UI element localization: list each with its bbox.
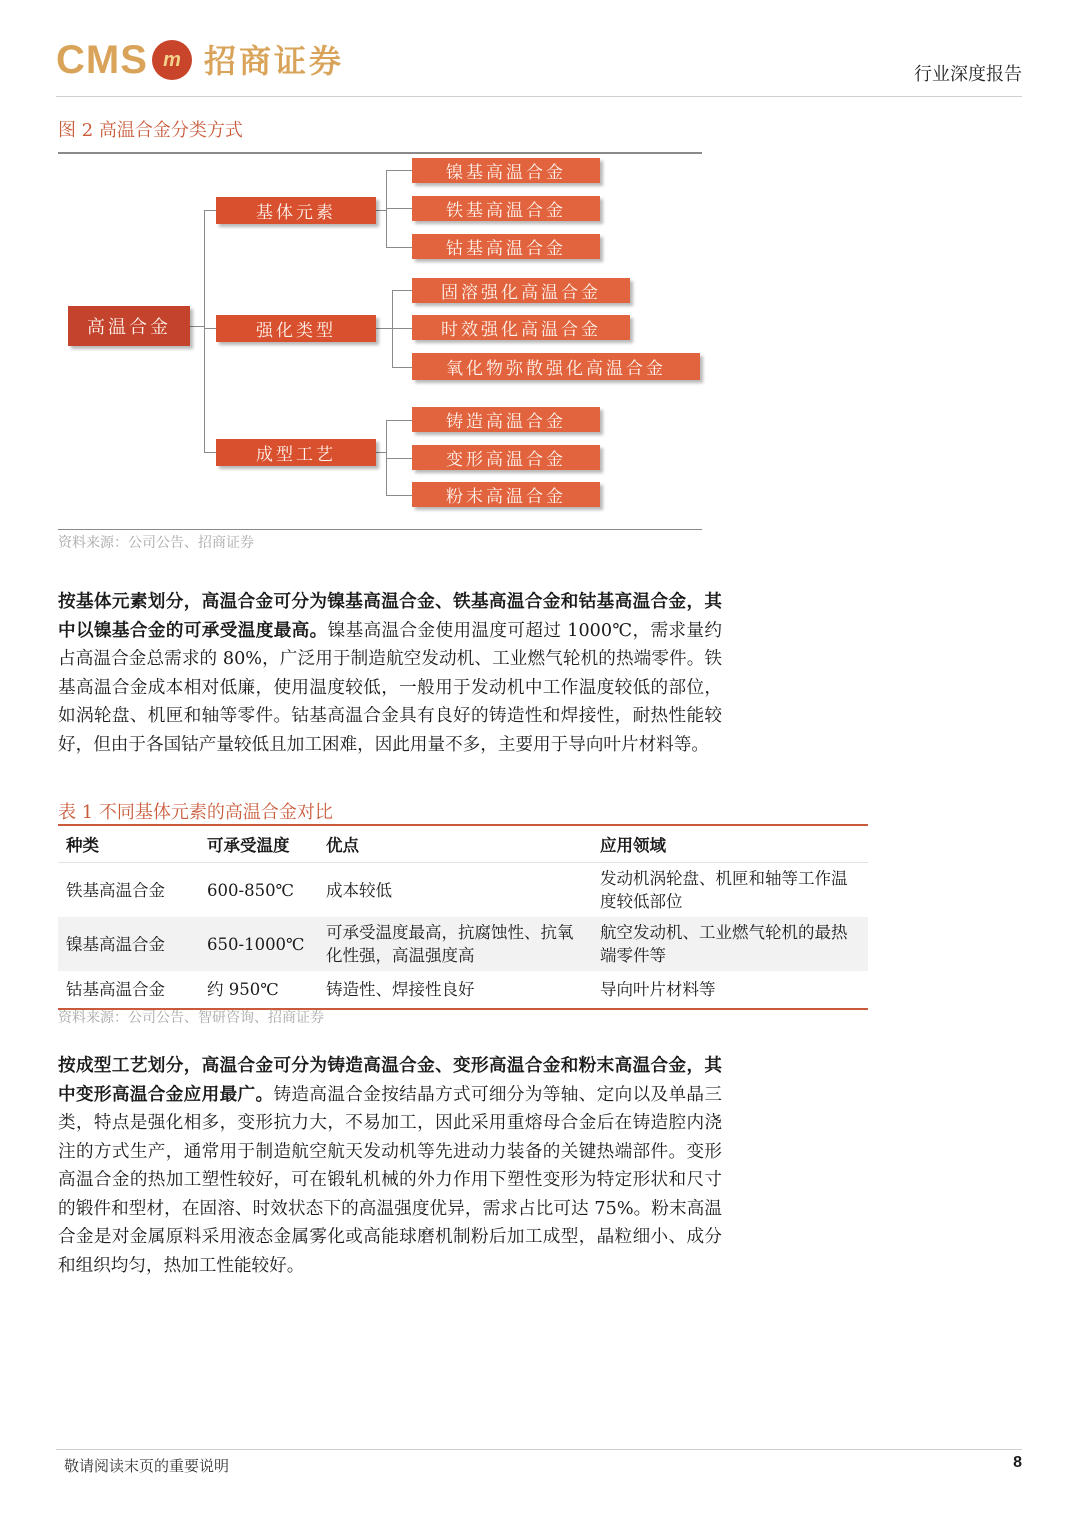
classification-tree-diagram [58, 154, 702, 526]
table-header: 应用领域 [592, 825, 868, 863]
category-node: 基体元素 [216, 197, 376, 224]
table-cell: 成本较低 [326, 880, 392, 900]
logo-cms-text: CMS [56, 38, 148, 82]
report-type-label: 行业深度报告 [914, 64, 1022, 85]
table-header-row [58, 825, 868, 863]
paragraph-base-element [58, 588, 722, 759]
root-node: 高温合金 [68, 306, 190, 346]
connector [204, 210, 205, 452]
leaf-node: 时效强化高温合金 [412, 315, 630, 340]
connector [386, 458, 412, 459]
leaf-node: 钴基高温合金 [412, 234, 600, 259]
paragraph-body: 镍基高温合金使用温度可超过 1000℃，需求量约占高温合金总需求的 80%，广泛用于制造航空发动机、工业燃气轮机的热端零件。铁基高温合金成本相对低廉，使用温度较低，一般用于发动机中工作温度较低的部位，如涡轮盘、机匣和轴等零件。钴基高温合金具有良好的铸造性和焊接性，耐热性能较好，但由于各国钴产量较低且加工困难，因此用量不多，主要用于导向叶片材料等。 [58, 620, 722, 755]
connector [386, 495, 412, 496]
table-cell: 发动机涡轮盘、机匣和轴等工作温度较低部位 [600, 869, 848, 911]
connector [392, 290, 393, 368]
table-header: 可承受温度 [199, 825, 318, 863]
page-number: 8 [1013, 1454, 1022, 1471]
table-cell: 钴基高温合金 [66, 980, 165, 999]
connector [376, 210, 386, 211]
leaf-node: 镍基高温合金 [412, 158, 600, 183]
connector [204, 210, 216, 211]
connector [204, 328, 216, 329]
paragraph-body: 铸造高温合金按结晶方式可细分为等轴、定向以及单晶三类，特点是强化相多，变形抗力大，不易加工，因此采用重熔母合金后在铸造腔内浇注的方式生产，通常用于制造航空航天发动机等先进动力装备的关键热端部件。变形高温合金的热加工塑性较好，可在锻轧机械的外力作用下塑性变形为特定形状和尺寸的锻件和型材，在固溶、时效状态下的高温强度优异，需求占比可达 75%。粉末高温合金是对金属原料采用液态金属雾化或高能球磨机制粉后加工成型，晶粒细小、成分和组织均匀，热加工性能较好。 [58, 1084, 722, 1276]
logo-chinese-name: 招商证券 [204, 42, 345, 80]
figure-source: 资料来源：公司公告、招商证券 [58, 535, 254, 551]
comparison-table [58, 824, 868, 1010]
table-cell: 650-1000℃ [199, 917, 318, 971]
connector [386, 247, 412, 248]
table-cell: 铸造性、焊接性良好 [326, 980, 475, 999]
table-cell: 航空发动机、工业燃气轮机的最热端零件等 [592, 917, 868, 971]
table-cell: 导向叶片材料等 [600, 980, 716, 999]
category-node: 成型工艺 [216, 439, 376, 466]
table-row [58, 917, 868, 971]
logo-badge-icon: m [152, 40, 192, 80]
footer-divider [56, 1449, 1022, 1450]
figure-title: 图 2 高温合金分类方式 [58, 120, 243, 141]
table-header: 优点 [318, 825, 592, 863]
figure-bottom-rule [58, 529, 702, 530]
table-source: 资料来源：公司公告、智研咨询、招商证券 [58, 1010, 324, 1026]
connector [386, 170, 412, 171]
table-header: 种类 [58, 825, 199, 863]
category-node: 强化类型 [216, 315, 376, 342]
connector [392, 328, 412, 329]
leaf-node: 铁基高温合金 [412, 196, 600, 221]
connector [392, 367, 412, 368]
leaf-node: 氧化物弥散强化高温合金 [412, 353, 700, 380]
table-cell: 镍基高温合金 [58, 917, 199, 971]
paragraph-lead: 按成型工艺划分，高温合金可分为铸造高温合金、变形高温合金和粉末高温合金，其中变形高温合金应用最广。 [58, 1055, 722, 1105]
table-row [58, 863, 868, 918]
paragraph-lead: 按基体元素划分，高温合金可分为镍基高温合金、铁基高温合金和钴基高温合金，其中以镍基合金的可承受温度最高。 [58, 591, 722, 641]
connector [204, 452, 216, 453]
table-cell: 约 950℃ [207, 980, 279, 999]
leaf-node: 固溶强化高温合金 [412, 278, 630, 303]
header-divider [56, 96, 1022, 97]
connector [386, 208, 412, 209]
connector [386, 170, 387, 248]
table-row [58, 971, 868, 1009]
leaf-node: 变形高温合金 [412, 445, 600, 470]
paragraph-forming-process [58, 1052, 722, 1280]
leaf-node: 铸造高温合金 [412, 407, 600, 432]
footer-disclaimer-note: 敬请阅读末页的重要说明 [64, 1457, 230, 1475]
table-cell: 600-850℃ [207, 880, 295, 900]
table-title: 表 1 不同基体元素的高温合金对比 [58, 802, 333, 823]
table-cell: 铁基高温合金 [66, 880, 165, 900]
connector [190, 326, 204, 327]
connector [386, 420, 412, 421]
connector [392, 290, 412, 291]
connector [376, 328, 392, 329]
leaf-node: 粉末高温合金 [412, 482, 600, 507]
table-cell: 可承受温度最高，抗腐蚀性、抗氧化性强，高温强度高 [318, 917, 592, 971]
connector [376, 452, 386, 453]
